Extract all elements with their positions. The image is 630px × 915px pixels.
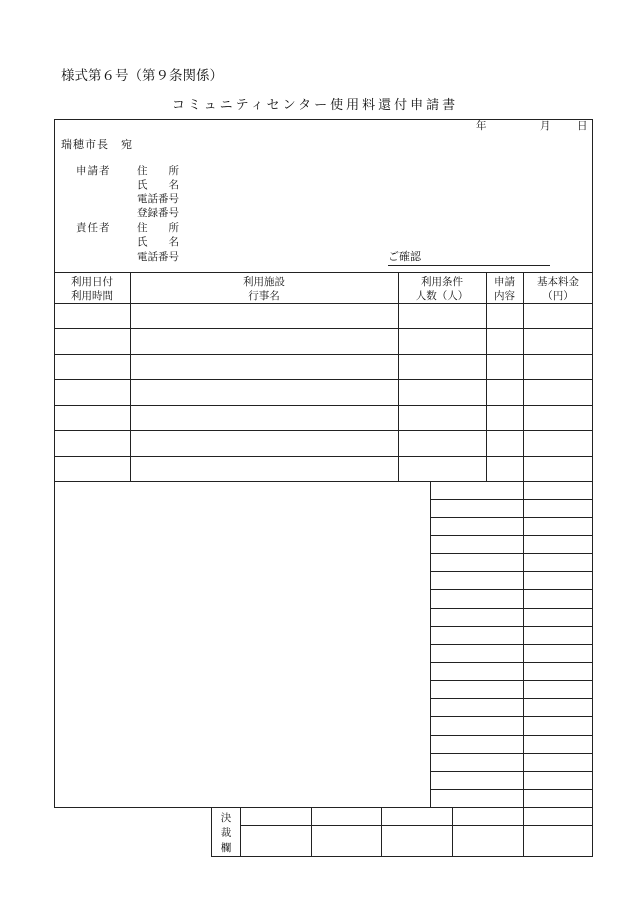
- ledger-row-line: [430, 716, 593, 717]
- header-yen: （円）: [542, 290, 574, 302]
- approval-box: [211, 807, 593, 857]
- header-conditions: 利用条件: [421, 276, 463, 288]
- header-facility: 利用施設: [243, 276, 285, 288]
- approval-label-char: 欄: [220, 842, 232, 854]
- fee-column-line: [523, 272, 524, 857]
- header-usage-date: 利用日付: [71, 276, 113, 288]
- ledger-row-line: [430, 753, 593, 754]
- approval-column-line: [381, 807, 382, 857]
- table-row-line: [54, 456, 593, 457]
- ledger-row-line: [430, 698, 593, 699]
- table-top-line: [54, 272, 593, 273]
- table-row-line: [54, 430, 593, 431]
- column-line: [130, 272, 131, 481]
- table-row-line: [54, 405, 593, 406]
- approval-row-line: [240, 825, 593, 826]
- header-application: 申請: [494, 276, 515, 288]
- table-row-line: [54, 379, 593, 380]
- column-line: [398, 272, 399, 481]
- ledger-row-line: [430, 553, 593, 554]
- ledger-row-line: [430, 680, 593, 681]
- form-frame: [54, 119, 593, 808]
- responsible-label: 責任者: [76, 222, 111, 234]
- confirmation-label: ご確認: [388, 250, 421, 263]
- applicant-name-label: 氏 名: [137, 179, 179, 191]
- ledger-row-line: [430, 626, 593, 627]
- date-day-label: 日: [577, 120, 588, 132]
- header-content: 内容: [494, 290, 515, 302]
- approval-column-line: [240, 807, 241, 857]
- addressee: 瑞穂市長 宛: [61, 138, 133, 151]
- form-code: 様式第６号（第９条関係）: [61, 68, 223, 84]
- approval-label-char: 裁: [220, 827, 232, 839]
- date-month-label: 月: [540, 120, 551, 132]
- column-line: [486, 272, 487, 481]
- table-header-bottom-line: [54, 303, 593, 304]
- ledger-row-line: [430, 735, 593, 736]
- ledger-row-line: [430, 789, 593, 790]
- ledger-row-line: [430, 662, 593, 663]
- header-usage-time: 利用時間: [71, 290, 113, 302]
- document-title: コミュニティセンター使用料還付申請書: [171, 98, 459, 113]
- approval-column-line: [452, 807, 453, 857]
- date-year-label: 年: [476, 120, 487, 132]
- table-bottom-line: [54, 481, 593, 482]
- responsible-phone-label: 電話番号: [137, 251, 179, 263]
- header-people-count: 人数（人）: [415, 290, 469, 302]
- ledger-row-line: [430, 608, 593, 609]
- applicant-address-label: 住 所: [137, 165, 179, 177]
- applicant-registration-label: 登録番号: [137, 207, 179, 219]
- responsible-address-label: 住 所: [137, 222, 179, 234]
- header-base-fee: 基本料金: [537, 276, 579, 288]
- ledger-row-line: [430, 499, 593, 500]
- ledger-row-line: [430, 589, 593, 590]
- approval-label-char: 決: [220, 812, 232, 824]
- ledger-row-line: [430, 517, 593, 518]
- approval-column-line: [311, 807, 312, 857]
- table-row-line: [54, 354, 593, 355]
- ledger-row-line: [430, 571, 593, 572]
- ledger-row-line: [430, 771, 593, 772]
- responsible-name-label: 氏 名: [137, 236, 179, 248]
- header-event-name: 行事名: [248, 290, 280, 302]
- table-row-line: [54, 328, 593, 329]
- applicant-phone-label: 電話番号: [137, 193, 179, 205]
- ledger-row-line: [430, 644, 593, 645]
- ledger-row-line: [430, 535, 593, 536]
- applicant-label: 申請者: [76, 165, 111, 177]
